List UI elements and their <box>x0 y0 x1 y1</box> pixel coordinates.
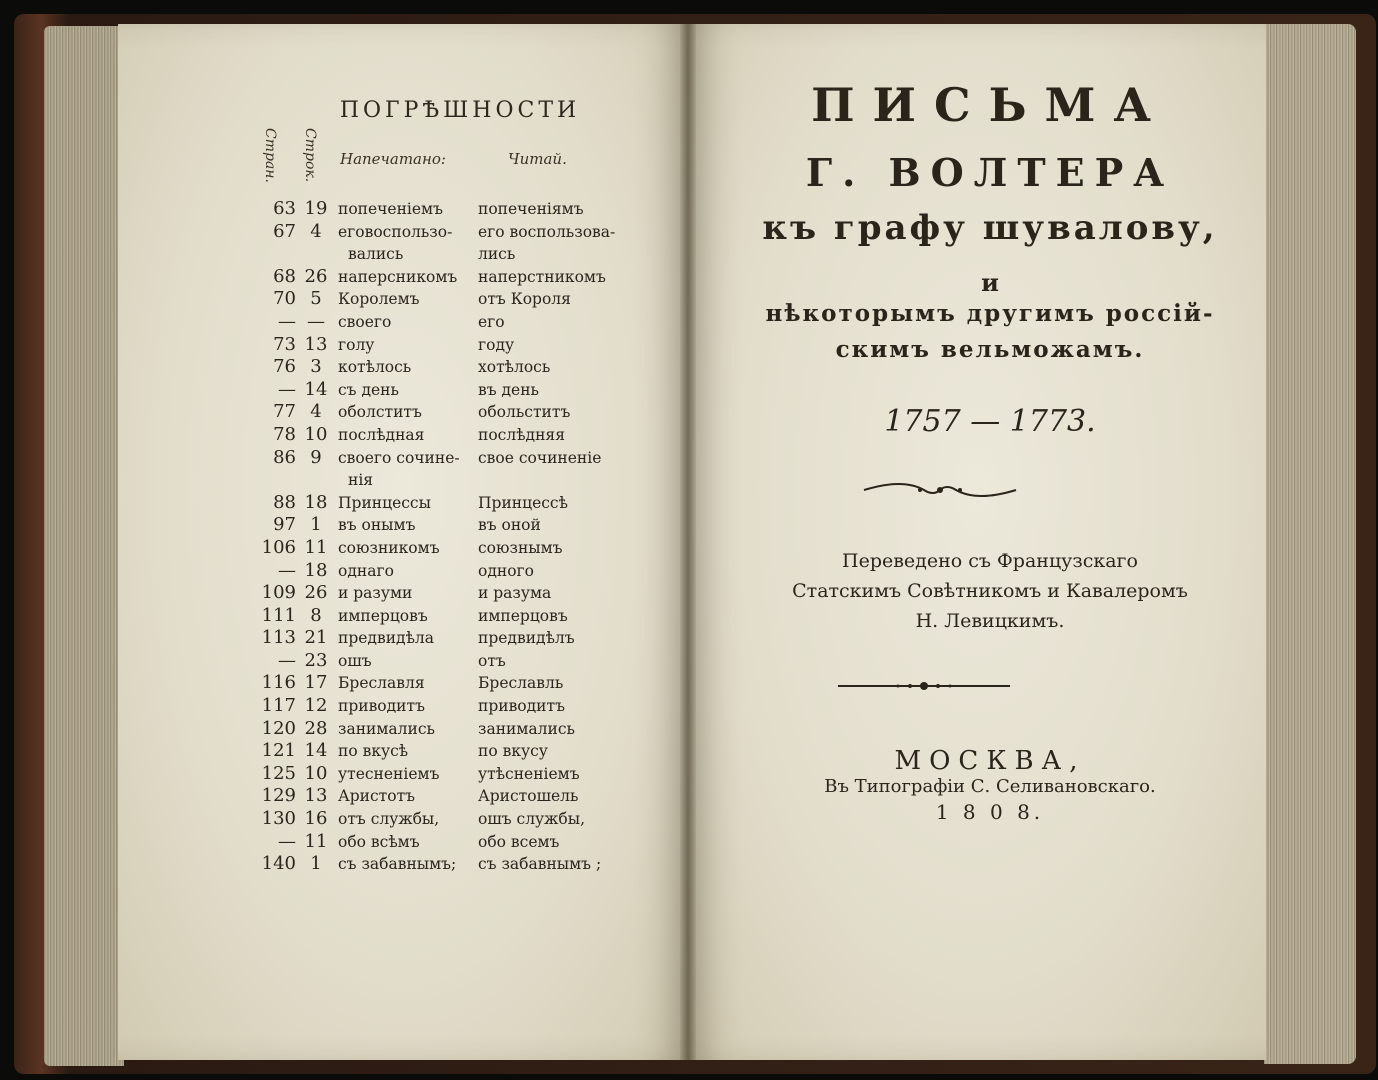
errata-read: обо всемъ <box>478 832 560 851</box>
ornament-divider-bottom <box>836 676 1012 696</box>
errata-row <box>256 853 656 876</box>
errata-printed: послѣдная <box>338 425 425 444</box>
errata-printed: оболститъ <box>338 403 422 422</box>
errata-row <box>256 763 656 786</box>
errata-row <box>256 379 656 402</box>
errata-line-number: 11 <box>304 536 328 558</box>
errata-printed: приводитъ <box>338 697 425 716</box>
errata-row <box>256 198 656 221</box>
errata-row <box>256 356 656 379</box>
errata-row <box>256 266 656 289</box>
errata-line-number: 16 <box>304 808 328 830</box>
errata-read: наперстникомъ <box>478 267 606 286</box>
errata-page-number: 68 <box>273 265 296 287</box>
errata-row <box>256 492 656 515</box>
errata-line-number: 8 <box>310 604 322 626</box>
errata-line-number: 5 <box>310 288 322 310</box>
imprint-year: 1 8 0 8. <box>935 800 1045 824</box>
page-edges-left <box>44 26 124 1066</box>
errata-line-number: 19 <box>304 198 328 219</box>
errata-line-number: 26 <box>304 265 328 287</box>
errata-line-number: 13 <box>304 333 328 355</box>
errata-read: Бреславль <box>478 674 564 693</box>
page-edges-right <box>1264 24 1356 1064</box>
errata-printed: своего сочине- <box>338 448 460 467</box>
errata-printed-cont: нія <box>348 471 374 490</box>
errata-read: занимались <box>478 719 575 738</box>
errata-printed: своего <box>338 312 392 331</box>
imprint-city: МОСКВА, <box>894 746 1086 776</box>
errata-printed: обо всѣмъ <box>338 832 420 851</box>
errata-line-number: 23 <box>304 649 328 671</box>
errata-row <box>256 447 656 470</box>
errata-read-cont: лись <box>478 245 516 264</box>
translated-line2: Статскимъ Совѣтникомъ и Кавалеромъ <box>792 580 1188 602</box>
errata-printed: Королемъ <box>338 290 420 309</box>
errata-printed: еговоспользо- <box>338 222 453 241</box>
errata-page-number: 140 <box>261 853 296 875</box>
errata-row <box>256 627 656 650</box>
errata-printed: Аристотъ <box>338 787 416 806</box>
errata-page-number: 88 <box>273 491 296 513</box>
errata-read: Аристошель <box>478 787 579 806</box>
errata-printed: утесненіемъ <box>338 764 440 783</box>
errata-line-number: 18 <box>304 491 328 513</box>
errata-row <box>256 311 656 334</box>
errata-row <box>256 424 656 447</box>
errata-printed: голу <box>338 335 375 354</box>
errata-printed: Бреславля <box>338 674 425 693</box>
errata-line-number: — <box>307 310 325 332</box>
errata-read: свое сочиненіе <box>478 448 602 467</box>
errata-read: имперцовъ <box>478 606 568 625</box>
errata-line-number: 1 <box>310 514 322 536</box>
errata-row <box>256 243 656 266</box>
errata-printed: наперсникомъ <box>338 267 458 286</box>
errata-printed: по вкусѣ <box>338 742 409 761</box>
title-author: Г. ВОЛТЕРА <box>805 150 1175 195</box>
errata-row <box>256 808 656 831</box>
errata-read: предвидѣлъ <box>478 629 575 648</box>
errata-printed: союзникомъ <box>338 538 440 557</box>
errata-printed: Принцессы <box>338 493 431 512</box>
translated-line1: Переведено съ Французскаго <box>842 550 1138 572</box>
errata-page-number: — <box>278 559 296 581</box>
errata-row <box>256 514 656 537</box>
errata-page-number: 106 <box>261 536 296 558</box>
imprint-printer: Въ Типографіи С. Селивановскаго. <box>824 776 1156 797</box>
errata-read: и разума <box>478 584 552 603</box>
errata-page-number: — <box>278 649 296 671</box>
errata-read: приводитъ <box>478 697 565 716</box>
errata-read: одного <box>478 561 534 580</box>
errata-page-number: 125 <box>261 762 296 784</box>
errata-line-number: 26 <box>304 582 328 604</box>
errata-page-number: — <box>278 378 296 400</box>
errata-read: отъ Короля <box>478 290 571 309</box>
errata-page-number: 113 <box>261 627 296 649</box>
errata-read: союзнымъ <box>478 538 563 557</box>
column-label-line: Строк. <box>302 128 318 183</box>
errata-read: ошъ службы, <box>478 810 586 829</box>
errata-read: обольститъ <box>478 403 571 422</box>
errata-row <box>256 605 656 628</box>
errata-printed: попеченіемъ <box>338 200 443 218</box>
errata-page-number: 130 <box>261 808 296 830</box>
errata-page-number: 73 <box>273 333 296 355</box>
errata-line-number: 3 <box>310 356 322 378</box>
errata-read: попеченіямъ <box>478 200 584 218</box>
errata-read: въ день <box>478 380 540 399</box>
errata-row <box>256 672 656 695</box>
errata-row <box>256 560 656 583</box>
errata-read: хотѣлось <box>478 358 551 377</box>
title-recipient: къ графу шувалову, <box>762 208 1218 248</box>
errata-row <box>256 740 656 763</box>
errata-page-number: 70 <box>273 288 296 310</box>
errata-read: отъ <box>478 651 506 670</box>
errata-row <box>256 718 656 741</box>
errata-printed: въ онымъ <box>338 516 416 535</box>
column-label-read: Читай. <box>508 150 567 168</box>
errata-printed: предвидѣла <box>338 629 435 648</box>
errata-printed: однаго <box>338 561 394 580</box>
errata-read: въ оной <box>478 516 541 535</box>
errata-line-number: 10 <box>304 762 328 784</box>
errata-read: послѣдняя <box>478 425 565 444</box>
errata-page-number: 109 <box>261 582 296 604</box>
errata-line-number: 14 <box>304 740 328 762</box>
errata-page-number: 129 <box>261 785 296 807</box>
errata-row <box>256 221 656 244</box>
errata-line-number: 4 <box>310 401 322 423</box>
errata-row <box>256 469 656 492</box>
errata-page-number: 117 <box>261 695 296 717</box>
errata-printed: съ забавнымъ; <box>338 855 457 874</box>
title-conjunction: и <box>981 268 999 297</box>
column-label-printed: Напечатано: <box>340 150 446 168</box>
errata-page-number: 78 <box>273 423 296 445</box>
errata-line-number: 11 <box>304 830 328 852</box>
translator-name: Н. Левицкимъ. <box>915 610 1065 632</box>
errata-line-number: 17 <box>304 672 328 694</box>
errata-row <box>256 288 656 311</box>
errata-read: утѣсненіемъ <box>478 764 580 783</box>
book-gutter <box>680 24 696 1060</box>
errata-line-number: 13 <box>304 785 328 807</box>
errata-table <box>256 198 656 876</box>
errata-row <box>256 650 656 673</box>
errata-page-number: 120 <box>261 717 296 739</box>
errata-row <box>256 537 656 560</box>
errata-line-number: 21 <box>304 627 328 649</box>
errata-page-number: — <box>278 310 296 332</box>
errata-printed: отъ службы, <box>338 810 440 829</box>
errata-page-number: 67 <box>273 220 296 242</box>
errata-line-number: 12 <box>304 695 328 717</box>
column-label-page: Стран. <box>262 128 278 183</box>
errata-line-number: 28 <box>304 717 328 739</box>
errata-page-number: 121 <box>261 740 296 762</box>
errata-page-number: 116 <box>261 672 296 694</box>
errata-line-number: 14 <box>304 378 328 400</box>
errata-page-number: — <box>278 830 296 852</box>
errata-read: его <box>478 312 505 331</box>
errata-printed: и разуми <box>338 584 413 603</box>
errata-printed: ошъ <box>338 651 372 670</box>
errata-printed: съ день <box>338 380 399 399</box>
errata-read: году <box>478 335 515 354</box>
errata-line-number: 1 <box>310 853 322 875</box>
ornament-divider-top <box>860 478 1020 502</box>
errata-page-number: 63 <box>273 198 296 219</box>
title-years: 1757 — 1773. <box>884 404 1096 439</box>
errata-row <box>256 334 656 357</box>
title-main: ПИСЬМА <box>811 78 1169 132</box>
errata-line-number: 9 <box>310 446 322 468</box>
errata-line-number: 4 <box>310 220 322 242</box>
errata-line-number: 10 <box>304 423 328 445</box>
errata-row <box>256 401 656 424</box>
errata-page-number: 77 <box>273 401 296 423</box>
errata-title: ПОГРѢШНОСТИ <box>339 98 581 123</box>
errata-page-number: 76 <box>273 356 296 378</box>
errata-read: съ забавнымъ ; <box>478 855 602 874</box>
title-others-line2: скимъ вельможамъ. <box>835 336 1145 363</box>
errata-printed: имперцовъ <box>338 606 428 625</box>
errata-line-number: 18 <box>304 559 328 581</box>
errata-page-number: 111 <box>261 604 296 626</box>
errata-page-number: 97 <box>273 514 296 536</box>
errata-row <box>256 695 656 718</box>
errata-row <box>256 785 656 808</box>
errata-read: Принцессѣ <box>478 493 568 512</box>
errata-printed: котѣлось <box>338 358 412 377</box>
errata-printed: занимались <box>338 719 435 738</box>
errata-read: по вкусу <box>478 742 548 761</box>
title-others-line1: нѣкоторымъ другимъ россій- <box>765 300 1215 327</box>
errata-row <box>256 582 656 605</box>
errata-read: его воспользова- <box>478 222 616 241</box>
errata-row <box>256 831 656 854</box>
errata-printed-cont: вались <box>348 245 404 264</box>
errata-page-number: 86 <box>273 446 296 468</box>
